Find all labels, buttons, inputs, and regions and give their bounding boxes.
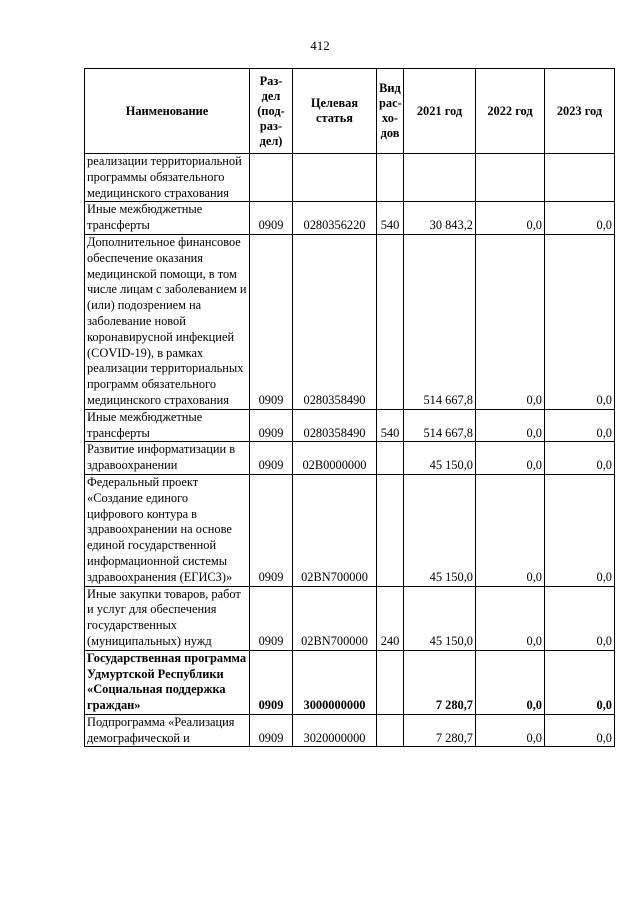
cell-name: Иные межбюджетные трансферты (85, 409, 250, 442)
cell-expense (377, 442, 404, 475)
header-name: Наименование (85, 69, 250, 154)
header-2023: 2023 год (545, 69, 615, 154)
cell-y2023: 0,0 (545, 650, 615, 714)
cell-expense (377, 474, 404, 586)
cell-name: Дополнительное финансовое обеспечение оказания медицинской помощи, в том числе лицам с заболеванием и (или) подозрением на заболевание новой коронавирусной инфекцией (COVID-19), в рамках реализации территориальных программ обязательного медицинского страхования (85, 234, 250, 409)
table-row (85, 202, 615, 235)
cell-expense: 540 (377, 409, 404, 442)
cell-name: Федеральный проект «Создание единого цифрового контура в здравоохранении на основе единой государственной информационной системы здравоохранения (ЕГИСЗ)» (85, 474, 250, 586)
page-number: 412 (310, 38, 330, 53)
cell-article: 0280358490 (293, 409, 377, 442)
cell-y2021: 7 280,7 (404, 714, 476, 747)
table-row (85, 442, 615, 475)
cell-section: 0909 (250, 202, 293, 235)
cell-y2023: 0,0 (545, 474, 615, 586)
cell-expense: 540 (377, 202, 404, 235)
cell-y2021: 45 150,0 (404, 442, 476, 475)
cell-expense (377, 154, 404, 202)
cell-section: 0909 (250, 234, 293, 409)
cell-y2023: 0,0 (545, 714, 615, 747)
cell-expense: 240 (377, 586, 404, 650)
table-row (85, 586, 615, 650)
cell-article (293, 154, 377, 202)
cell-article: 3020000000 (293, 714, 377, 747)
header-expense: Вид рас- хо- дов (377, 69, 404, 154)
cell-y2022: 0,0 (476, 409, 545, 442)
cell-name: реализации территориальной программы обязательного медицинского страхования (85, 154, 250, 202)
cell-y2022: 0,0 (476, 474, 545, 586)
cell-y2023: 0,0 (545, 202, 615, 235)
cell-article: 0280356220 (293, 202, 377, 235)
cell-section: 0909 (250, 714, 293, 747)
table-row (85, 154, 615, 202)
cell-article: 3000000000 (293, 650, 377, 714)
cell-y2022: 0,0 (476, 586, 545, 650)
header-2021: 2021 год (404, 69, 476, 154)
cell-section: 0909 (250, 442, 293, 475)
cell-section: 0909 (250, 474, 293, 586)
budget-table (84, 68, 615, 747)
cell-y2021: 514 667,8 (404, 234, 476, 409)
cell-y2023 (545, 154, 615, 202)
cell-y2021: 45 150,0 (404, 586, 476, 650)
cell-section (250, 154, 293, 202)
cell-y2023: 0,0 (545, 586, 615, 650)
cell-expense (377, 234, 404, 409)
cell-article: 02В0000000 (293, 442, 377, 475)
cell-y2021: 514 667,8 (404, 409, 476, 442)
cell-y2023: 0,0 (545, 409, 615, 442)
table-row (85, 714, 615, 747)
cell-article: 02ВN700000 (293, 586, 377, 650)
cell-article: 02ВN700000 (293, 474, 377, 586)
cell-y2022: 0,0 (476, 202, 545, 235)
cell-section: 0909 (250, 409, 293, 442)
table-row (85, 474, 615, 586)
cell-y2021: 7 280,7 (404, 650, 476, 714)
cell-article: 0280358490 (293, 234, 377, 409)
table-row (85, 234, 615, 409)
cell-name: Развитие информатизации в здравоохранении (85, 442, 250, 475)
cell-expense (377, 650, 404, 714)
cell-name: Иные закупки товаров, работ и услуг для обеспечения государственных (муниципальных) нужд (85, 586, 250, 650)
cell-y2022: 0,0 (476, 650, 545, 714)
header-article: Целевая статья (293, 69, 377, 154)
cell-y2023: 0,0 (545, 442, 615, 475)
cell-y2022: 0,0 (476, 234, 545, 409)
table-header-row (85, 69, 615, 154)
cell-y2021: 45 150,0 (404, 474, 476, 586)
cell-y2023: 0,0 (545, 234, 615, 409)
cell-section: 0909 (250, 650, 293, 714)
cell-y2021: 30 843,2 (404, 202, 476, 235)
cell-name: Государственная программа Удмуртской Республики «Социальная поддержка граждан» (85, 650, 250, 714)
cell-y2021 (404, 154, 476, 202)
table-row (85, 409, 615, 442)
header-2022: 2022 год (476, 69, 545, 154)
cell-y2022: 0,0 (476, 714, 545, 747)
cell-name: Иные межбюджетные трансферты (85, 202, 250, 235)
header-section: Раз- дел (под- раз- дел) (250, 69, 293, 154)
cell-y2022: 0,0 (476, 442, 545, 475)
table-row (85, 650, 615, 714)
cell-expense (377, 714, 404, 747)
cell-y2022 (476, 154, 545, 202)
cell-name: Подпрограмма «Реализация демографической и (85, 714, 250, 747)
cell-section: 0909 (250, 586, 293, 650)
